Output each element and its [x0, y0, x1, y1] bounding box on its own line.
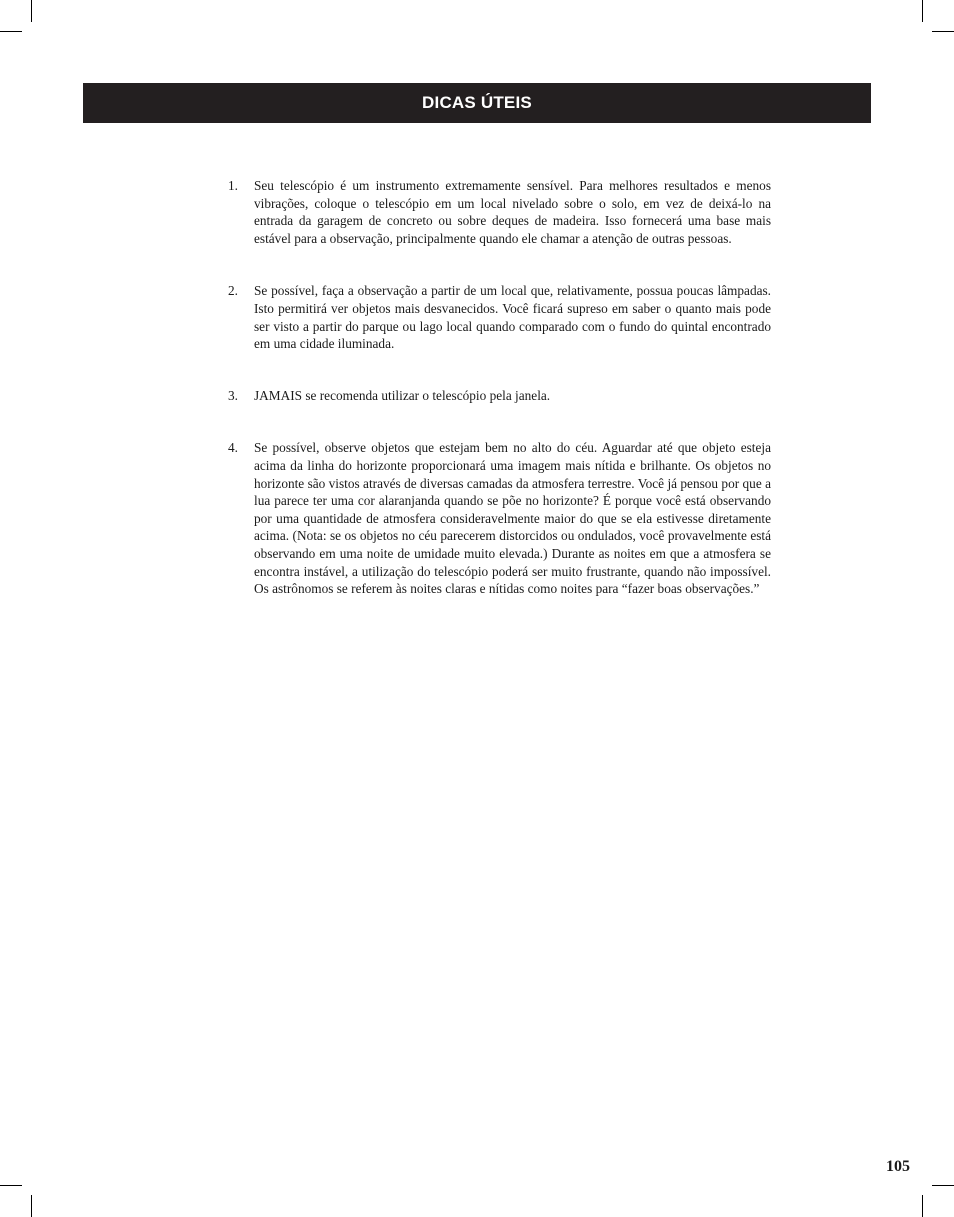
section-header-bar — [83, 83, 871, 123]
list-item-number: 3. — [228, 387, 238, 403]
list-item-text: Seu telescópio é um instrumento extremamente sensível. Para melhores resultados e menos vibrações, coloque o telescópio em um local nivelado sobre o solo, em vez de deixá-lo na entrada da garagem de concreto ou sobre deques de madeira. Isso fornecerá uma base mais estável para a observação, principalmente quando ele chamar a atenção de outras pessoas. — [254, 178, 771, 246]
crop-mark-bottom-left-vertical — [31, 1195, 32, 1217]
list-item-number: 2. — [228, 283, 238, 299]
list-item — [228, 177, 771, 247]
crop-mark-top-left-vertical — [31, 0, 32, 22]
list-item — [228, 282, 771, 352]
crop-mark-bottom-left-horizontal — [0, 1185, 22, 1186]
page-number: 105 — [886, 1158, 910, 1175]
list-item-number: 4. — [228, 440, 238, 456]
list-item — [228, 387, 771, 405]
list-item — [228, 439, 771, 597]
tips-list — [228, 177, 771, 598]
list-item-text: Se possível, faça a observação a partir de um local que, relativamente, possua poucas lâmpadas. Isto permitirá ver objetos mais desvanecidos. Você ficará supreso em saber o quanto mais pode ser visto a partir do parque ou lago local quando comparado com o fundo do quintal encontrado em uma cidade iluminada. — [254, 283, 771, 352]
list-item-text: JAMAIS se recomenda utilizar o telescópio pela janela. — [254, 387, 551, 403]
list-item-text: Se possível, observe objetos que estejam bem no alto do céu. Aguardar até que objeto esteja acima da linha do horizonte proporcionará uma imagem mais nítida e brilhante. Os objetos no horizonte são vistos através de diversas camadas da atmosfera terrestre. Você já pensou por que a lua parece ter uma cor alaranjanda quando se põe no horizonte? É porque você está observando por uma quantidade de atmosfera consideravelmente maior do que se ela estivesse diretamente acima. (Nota: se os objetos no céu parecerem distorcidos ou ondulados, você provavelmente está observando em uma noite de umidade muito elevada.) Durante as noites em que a atmosfera se encontra instável, a utilização do telescópio poderá ser muito frustrante, quando não impossível. Os astrônomos se referem às noites claras e nítidas como noites para “fazer boas observações.” — [254, 440, 771, 597]
crop-mark-top-right-vertical — [922, 0, 923, 22]
section-title: DICAS ÚTEIS — [422, 93, 532, 112]
crop-mark-bottom-right-vertical — [922, 1195, 923, 1217]
crop-mark-top-left-horizontal — [0, 31, 22, 32]
list-item-number: 1. — [228, 178, 238, 193]
crop-mark-top-right-horizontal — [932, 31, 954, 32]
crop-mark-bottom-right-horizontal — [932, 1185, 954, 1186]
